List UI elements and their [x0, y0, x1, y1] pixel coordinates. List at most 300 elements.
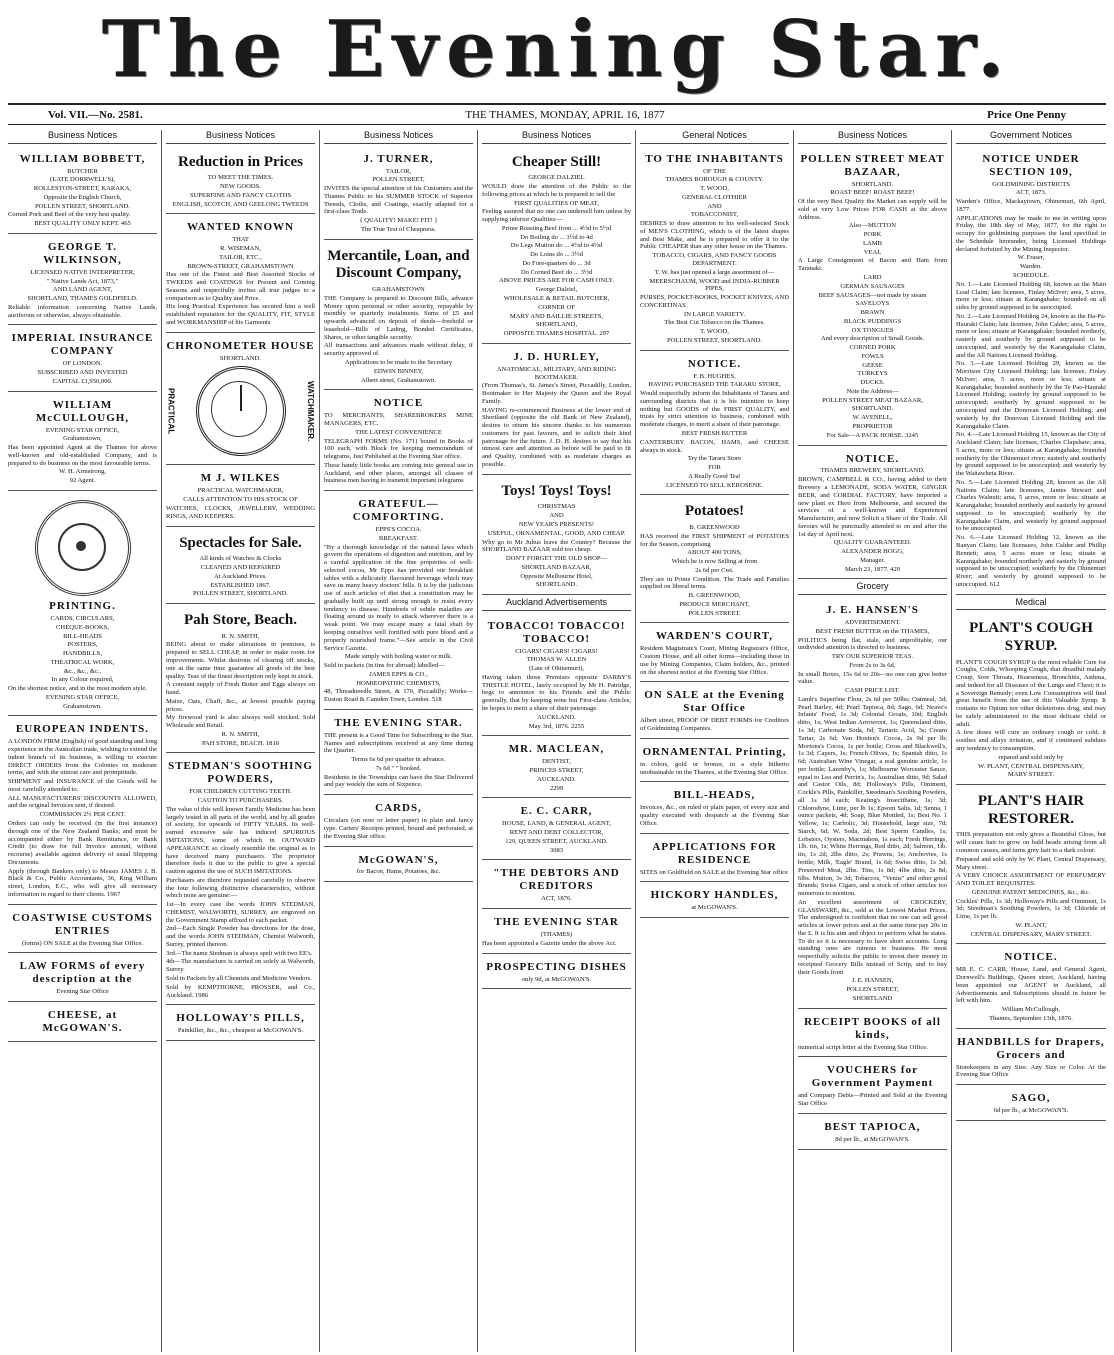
ad-title: BILL-HEADS, [673, 789, 756, 802]
ad-line: TO MERCHANTS, SHAREBROKERS MINE MANAGERS, ETC. [324, 412, 473, 427]
advertisement [956, 614, 1106, 785]
ad-title: "THE DEBTORS AND CREDITORS [493, 867, 620, 893]
ad-line: Which he is now Selling at from [671, 558, 758, 566]
ad-line: J. E. HANSEN, [851, 977, 894, 985]
ad-line: QUALITY GUARANTEED. [833, 539, 912, 547]
ad-line: Do Legs Mutton do ... 4½d to 4½d [510, 242, 603, 250]
ad-line: W. PLANT, CENTRAL DISPENSARY, [978, 762, 1084, 770]
ad-line: SITES on Goldfield on SALE at the Evening Star office [640, 868, 789, 876]
ad-line: My firewood yard is also always well stocked. Sold Wholesale and Retail. [166, 714, 315, 730]
ad-line: PRACTICAL WATCHMAKER, [197, 487, 284, 495]
ad-line: Sold in packets (in tins for abroad) labelled— [324, 662, 445, 670]
advertisement [482, 800, 631, 860]
ad-line: Made simply with boiling water or milk. [344, 653, 453, 661]
ad-line: HOUSE, LAND, & GENERAL AGENT, [502, 820, 611, 828]
ad-line: AUCKLAND. [537, 713, 576, 721]
ad-line: ROLLESTON-STREET, KARAKA, [33, 185, 132, 193]
advertisement [8, 236, 157, 326]
ad-line: { QUALITY! MAKE! FIT! } [359, 217, 438, 225]
ad-line: 4th—The manufacture is carried on solely at Walworth, Surrey. [166, 958, 315, 974]
ad-line: No. 1.—Late Licensed Holding 68, known as the Main Lead Claim; late licensee, Finlay McIver; area, 5 acres, more or less; situate at Karangahake; bounded on all sides by ground supposed to be unoccupied. [956, 280, 1106, 312]
ad-line: RENT AND DEBT COLLECTOR, [509, 829, 604, 837]
ad-line: Purchasers are therefore requested carefully to observe the four following distinctive characteristics, without which none are genuine:— [166, 876, 315, 900]
ad-line: Also—MUTTON [848, 222, 897, 230]
ad-title: POLLEN STREET MEAT BAZAAR, [800, 152, 945, 178]
ad-line: For Sale—A PACK HORSE. 3245 [826, 431, 919, 439]
ad-line: CALLS ATTENTION TO HIS STOCK OF [183, 496, 298, 504]
section-header: Medical [956, 597, 1106, 611]
ad-line: And every description of Small Goods. [820, 335, 925, 343]
advertisement [8, 955, 157, 1002]
ad-line: OF LONDON. [62, 360, 103, 368]
ad-line: THAMES BOROUGH & COUNTY. [665, 176, 764, 184]
ad-line: W. PLANT, [1015, 921, 1047, 929]
ad-line: The Best Cut Tobacco on the Thames. [664, 319, 765, 327]
ad-title: CHRONOMETER HOUSE [166, 339, 315, 352]
ad-line: AND LAND AGENT, [52, 286, 113, 294]
advertisement [166, 148, 315, 215]
column-4 [478, 130, 636, 1352]
ad-title: Cheaper Still! [511, 153, 602, 170]
ad-line: and Company Debts—Printed and Sold at the Evening Star Office [798, 1092, 947, 1108]
ad-title: NOTICE. [1004, 951, 1058, 964]
ad-line: MARY AND BAILLIE STREETS, [509, 312, 604, 320]
ad-title: PLANT'S HAIR RESTORER. [977, 793, 1085, 827]
ad-line: BEING about to make alterations in premises, is prepared to SELL CHEAP, in order to make room for improvements. Whilst desirous of clearing off stocks, one at the same time guarantee all goods of the best quality. Teas of the finest description only kept in stock. [166, 641, 315, 680]
advertisement [798, 1116, 947, 1150]
column-3 [320, 130, 478, 1352]
advertisement [956, 1031, 1106, 1085]
ad-title: HANDBILLS for Drapers, Grocers and [957, 1035, 1105, 1061]
ad-line: All kinds of Watches & Clocks [199, 555, 282, 563]
ad-line: GOLDMINING DISTRICTS [992, 180, 1070, 188]
ad-line: FOWLS [861, 352, 884, 360]
ad-line: Manager. [860, 556, 885, 564]
ad-title: E. C. CARR, [520, 805, 593, 818]
ad-line: PROPRIETOR [852, 422, 893, 430]
advertisement [8, 148, 157, 234]
ad-title: SAGO, [1011, 1092, 1051, 1105]
ad-line: A Large Consignment of Bacon and Ham from Taranaki. [798, 257, 947, 273]
ad-line: Prepared and sold only by W. Plant, Central Dispensary, Mary street. [956, 855, 1106, 871]
ad-line: Corned Pork and Beef of the very best quality. [8, 211, 131, 219]
ad-line: LAMB [862, 239, 883, 247]
ad-line: Would respectfully inform the Inhabitants of Tararu and surrounding districts that it is his intention to keep nothing but GOODS of the FIRST QUALITY, and trusts by strict attention to business, combined with moderate charges, to merit a share of their patronage. [640, 390, 789, 429]
ad-line: EPPS'S COCOA. [375, 526, 422, 534]
ad-line: In any Colour required, [51, 676, 114, 684]
ad-title: PLANT'S COUGH SYRUP. [969, 620, 1093, 654]
ad-title: RECEIPT BOOKS of all kinds, [804, 1015, 941, 1041]
ad-line: A LONDON FIRM (English) of good standing and long experience in the Australian trade, wishing to extend the indent branch of its business, is willing to execute DIRECT ORDERS from the Colonies on moderate terms, and with the utmost care and promptitude. [8, 738, 157, 777]
ad-line: EVENING STAR OFFICE, [45, 426, 120, 434]
ad-line: at McGOWAN'S. [691, 904, 738, 912]
column-header: General Notices [640, 130, 789, 144]
advertisement [166, 335, 315, 466]
ad-line: They are in Prime Condition. The Trade and Families supplied on liberal terms. [640, 575, 789, 591]
advertisement [324, 242, 473, 391]
advertisement [482, 911, 631, 954]
ad-line: SHORTLAND. [851, 405, 894, 413]
ad-line: WATCHES, CLOCKS, JEWELLERY, WEDDING RINGS, AND KEEPERS. [166, 504, 315, 520]
ad-line: VEAL [863, 248, 882, 256]
ad-line: Has one of the Finest and Best Assorted Stocks of TWEEDS and COATINGS for Present and Coming Seasons and respectfully invites all true judges to a comparison as to Quality and Price. [166, 271, 315, 302]
ad-line: W. Fraser, [1017, 254, 1045, 262]
advertisement [640, 684, 789, 738]
ad-line: AND [549, 512, 564, 520]
column-1 [4, 130, 162, 1352]
ad-line: CENTRAL DISPENSARY, MARY STREET. [970, 930, 1092, 938]
ad-line: THE present is a Good Time for Subscribing to the Star. Names and subscriptions received at any time during the Quarter. [324, 731, 473, 755]
ad-title: CHEESE, at McGOWAN'S. [42, 1009, 123, 1035]
ad-line: ALL MANUFACTURERS' DISCOUNTS ALLOWED, and the original Invoices sent, if desired. [8, 794, 157, 810]
ad-line: Applications to be made to the Secretary [344, 358, 453, 366]
ad-title: IMPERIAL INSURANCE COMPANY [11, 332, 154, 358]
ad-line: R. N. SMITH, [221, 632, 260, 640]
ad-title: J. TURNER, [363, 152, 434, 165]
advertisement [324, 392, 473, 491]
ad-line: &c., &c., &c., [63, 667, 102, 675]
ad-line: APPLICATIONS may be made to me in writing upon Friday, the 18th day of May, 1877, for the right to occupy for goldmining purposes the land specified in the Schedule hereunder, being Licensed Holdings declared forfeited by the Mining Inspector. [956, 214, 1106, 253]
ad-line: ACT, 1876. [541, 895, 572, 903]
ad-title: APPLICATIONS FOR RESIDENCE [652, 840, 777, 866]
advertisement [166, 755, 315, 1005]
ad-line: Orders can only be received (in the first instance) through one of the New Zealand Banks; and must be accompanied either by Bank Remittance, or Bank Credit (to draw for full Invoice amount, without recourse) available against delivery of usual Shipping Documents. [8, 820, 157, 866]
ad-line: BEST FRESH BUTTER on the THAMES, [815, 627, 930, 635]
ad-line: EDWIN BINNEY, [373, 367, 424, 375]
ad-line: 3rd—The name Stedman is always spelt with two EE's. [166, 949, 313, 957]
ad-line: Residents in the Townships can have the Star Delivered and pay weekly the sum of Sixpence. [324, 773, 473, 789]
ad-line: SHORTLAND, THAMES GOLDFIELD. [27, 295, 138, 303]
ad-line: Sold in Packets by all Chemists and Medicine Vendors. [166, 974, 312, 982]
advertisement [482, 148, 631, 344]
ad-line: TURKEYS [857, 370, 888, 378]
ad-title: CARDS, [375, 802, 422, 815]
dateline [8, 103, 1106, 125]
ad-line: Resident Magistrate's Court, Mining Registrar's Office, Custom House, and all other forms—including those in use by Mining Companies, Claim holders, &c., printed on the shortest notice at the Evening Star Office. [640, 645, 789, 676]
ad-line: TRY OUR SUPERIOR TEAS. [831, 653, 914, 661]
ad-line: A Really Good Tea! [688, 472, 741, 480]
ad-title: BEST TAPIOCA, [824, 1120, 921, 1133]
ad-line: PRODUCE MERCHANT, [679, 600, 750, 608]
column-7 [952, 130, 1110, 1352]
watch-label-right: WATCHMAKER. [306, 381, 315, 442]
ad-line: BEST FRESH BUTTER [681, 429, 748, 437]
ad-line: CHEQUE-BOOKS, [56, 623, 109, 631]
ad-line: MR E. C. CARR, House, Land, and General Agent, Dornwell's Buildings, Queen street, Auckland, having been appointed our AGENT in Auckland, all Advertisements and Subscriptions should in future be left with him. [956, 966, 1106, 1005]
advertisement [640, 784, 789, 833]
ad-line: POLITICS being flat, stale, and unprofitable, our undivided attention is directed to business. [798, 636, 947, 652]
ad-line: No. 6.—Late Licensed Holding 12, known as the Banyan Claim; late licensees, John Calder and Phillip Bennett; area, 5 acres more or less; situate at Karangahake; bounded northerly and easterly by ground supposed to be unoccupied; southerly by the Ohinemuri River; and westerly by ground supposed to be unoccupied. 612 [956, 534, 1106, 588]
advertisement [8, 493, 157, 716]
ad-line: 3083 [549, 846, 564, 854]
ad-line: Storekeepers in any Size. Any Size or Color. At the Evening Star Office [956, 1063, 1106, 1079]
ad-line: T. WOOD, [700, 328, 729, 336]
ad-line: F. B. HUGHES, [693, 372, 736, 380]
ad-line: 6d per lb., at McGOWAN'S. [993, 1107, 1069, 1115]
ad-line: William McCullough, [1002, 1006, 1060, 1014]
ad-line: POLLEN STREET, SHORTLAND. [34, 202, 131, 210]
ad-line: FOR CHILDREN CUTTING TEETH. [189, 788, 292, 796]
ad-line: Has been appointed Agent at the Thames for above well-known and old-established Company, and is prepared to do business on the most favourable terms. [8, 444, 157, 467]
ad-line: "By a thorough knowledge of the natural laws which govern the operations of digestion and nutrition, and by a careful application of the fine properties of well-selected cocoa, Mr Epps has provided our breakfast tables with a delicately flavoured beverage which may save us many heavy doctors' bills. It is by the judicious use of such articles of diet that a constitution may be gradually built up until strong enough to resist every tendency to disease. Hundreds of subtle maladies are floating around us ready to attack wherever there is a weak point. We may escape many a fatal shaft by keeping ourselves well fortified with pure blood and a properly nourished frame."—See article in the Civil Service Gazette. [324, 543, 473, 652]
ad-line: HAVING re-commenced Business at the lower end of Shortland (opposite the old Bank of New Zealand), desires to return his sincere thanks to his numerous customers for past favours, and to solicit their kind patronage for the future. J. D. H. desires to say that his utmost care and attention as before will be paid to fit and Quality, combined with as moderate charges as possible. [482, 406, 631, 468]
ad-line: FIRST QUALITIES OF MEAT, [514, 199, 599, 207]
column-5 [636, 130, 794, 1352]
ad-line: B. GREENWOOD [689, 524, 740, 532]
ad-line: (THAMES) [540, 931, 573, 939]
ad-title: J. D. HURLEY, [513, 350, 600, 363]
ad-line: PRINCES STREET, [529, 767, 584, 775]
ad-line: OX TONGUES [851, 326, 894, 334]
ad-line: SHORTLAND, [535, 321, 578, 329]
ad-line: BUTCHER [67, 167, 98, 175]
ad-line: POLLEN STREET MEAT BAZAAR, [822, 396, 923, 404]
ad-line: for Bacon, Hams, Potatoes, &c. [356, 868, 441, 876]
ad-line: Grahamstown. [63, 702, 102, 710]
ad-line: Opposite Melbourne Hotel, [520, 572, 593, 580]
ad-line: JAMES EPPS & CO., [369, 670, 428, 678]
ad-line: SHORTLAND BAZAAR, [521, 563, 592, 571]
ad-line: BROWN-STREET, GRAHAMSTOWN [187, 262, 294, 270]
ad-line: CARDS, CIRCULARS, [50, 614, 115, 622]
ad-line: T. W. has just opened a large assortment of— [654, 268, 775, 276]
ad-line: Of the very Best Quality the Market can supply will be sold at very Low Prices FOR CASH at the above Address. [798, 198, 947, 221]
advertisement [482, 477, 631, 595]
ad-line: Opposite the English Church, [43, 193, 122, 201]
volume-number: Vol. VII.—No. 2581. [48, 108, 143, 121]
ad-line: CORNED PORK [849, 344, 896, 352]
ad-line: SHORTLAND. [219, 354, 262, 362]
ad-line: (forms) ON SALE at the Evening Star Office. [21, 939, 144, 947]
advertisement [482, 738, 631, 798]
ad-line: No. 5.—Late Licensed Holding 28, known as the All Nations Claim; late licensees, James Stewart and Charles Walnutt; area, 5 acres, more or less; situate at Karangahake; bounded northerly and easterly by ground supposed to be unoccupied; southerly by the Karangahake Claim, and westerly by ground supposed to be unoccupied. [956, 478, 1106, 533]
ad-line: CANTERBURY BACON, HAMS, and CHEESE always in stock. [640, 438, 789, 454]
ad-line: Feeling assured that no one can undersell him unless by supplying inferior Qualities:— [482, 208, 631, 224]
ad-line: HANDBILLS, [62, 650, 102, 658]
ad-line: LICENSED NATIVE INTERPRETER, [30, 268, 135, 276]
ad-line: POLLEN STREET. [688, 609, 741, 617]
ad-line: POLLEN STREET, [372, 176, 425, 184]
ad-line: No. 2.—Late Licensed Holding 24, known as the Ha-Pa-Hauraki Claim; late licensee, John Calder; area, 5 acres, more or less; situate at Karangahake; bounded northerly, easterly and southerly by ground supposed to be unoccupied, and westerly by the Karangahake Claim, and the All Nations Licensed Holding. [956, 312, 1106, 359]
ad-line: THE LATEST CONVENIENCE [355, 428, 442, 436]
masthead-title: The Evening Star. [101, 4, 1013, 95]
ad-line: THE Company is prepared to Discount Bills, advance Money upon personal or other security, repayable by monthly or quarterly instalments. Sums of £5 and upwards advanced on deposit of deeds—freehold or leasehold—Bills of Lading, Bonded Certificates, Shares, or other tangible security. [324, 294, 473, 341]
advertisement [324, 148, 473, 240]
ad-title: THE EVENING STAR [494, 916, 619, 929]
advertisement [956, 946, 1106, 1028]
ad-line: T. WOOD, [700, 185, 729, 193]
ad-line: THIS preparation not only gives a Beautiful Gloss, but will cause hair to grow on bald heads arising from all common causes, and turns grey hair to a dark colour. [956, 831, 1106, 854]
ad-line: CIGARS! CIGARS! CIGARS! [515, 647, 598, 655]
ad-line: HOMŒOPATHIC CHEMISTS, [356, 679, 441, 687]
ad-line: GERMAN SAUSAGES [840, 282, 905, 290]
price: Price One Penny [987, 108, 1066, 121]
ad-line: From 2s to 3s 6d, [849, 661, 896, 669]
ad-title: HICKORY HANDLES, [650, 889, 779, 902]
ad-line: GENERAL CLOTHIER [682, 193, 747, 201]
ad-line: TO MEET THE TIMES. [207, 174, 274, 182]
ad-title: TOBACCO! TOBACCO! TOBACCO! [487, 619, 626, 645]
ad-line: ALEXANDER HOGG, [841, 548, 904, 556]
advertisement [482, 346, 631, 475]
ad-line: ENGLISH, SCOTCH, AND GEELONG TWEEDS [172, 200, 309, 208]
column-header: Business Notices [8, 130, 157, 144]
advertisement [640, 836, 789, 883]
ad-line: Warden's Office, Mackaytown, Ohinemuri, 6th April, 1877. [956, 198, 1106, 213]
advertisement [324, 849, 473, 883]
ad-line: B. GREENWOOD, [688, 592, 741, 600]
ad-line: ABOVE PRICES ARE FOR CASH ONLY. [499, 277, 614, 285]
ad-line: FOR [708, 464, 721, 472]
ad-line: OPPOSITE THAMES HOSPITAL. 297 [503, 330, 610, 338]
advertisement [798, 148, 947, 446]
ad-line: POLLEN STREET, SHORTLAND. [666, 336, 763, 344]
ad-line: ADVERTISEMENT. [844, 619, 901, 627]
ad-line: Painkiller, &c., &c., cheapest at McGOWAN'S. [177, 1027, 304, 1035]
ad-line: W. H. Armstrong, [59, 468, 106, 476]
ad-title: NOTICE UNDER SECTION 109, [982, 152, 1080, 178]
ad-line: Invoices, &c., on ruled or plain paper, of every size and quality executed with despatch at the Evening Star Office. [640, 804, 789, 827]
advertisement [640, 353, 789, 496]
columns [4, 130, 1110, 1352]
ad-title: MR. MACLEAN, [508, 743, 605, 756]
place-date: THE THAMES, MONDAY, APRIL 16, 1877 [465, 108, 665, 121]
ad-line: CORNER OF [538, 303, 575, 311]
ad-line: BRAWN [860, 309, 885, 317]
ad-title: EUROPEAN INDENTS. [15, 723, 150, 736]
ad-line: DESIRES to draw attention to his well-selected Stock of MEN'S CLOTHING, which is of the latest shapes and Best Make, and he is prepared to offer it to the Public CHEAPER than any other house on the Thames. [640, 220, 789, 251]
column-6 [794, 130, 952, 1352]
ad-line: 2299 [549, 784, 564, 792]
printing-seal-icon [35, 500, 131, 596]
ad-line: (Late of Ohinemuri), [528, 665, 585, 673]
ad-line: At Auckland Prices. [214, 572, 267, 580]
ad-line: Sold by KEMPTHORNE, PROSSER, and Co., Auckland. 1986 [166, 983, 315, 999]
ad-line: 2s 6d per Cwt. [695, 566, 734, 574]
ad-title: HOLLOWAY'S PILLS, [176, 1012, 305, 1025]
ad-line: R. N. SMITH, [221, 730, 260, 738]
ad-line: NEW GOODS. [220, 183, 261, 191]
ad-line: March 23, 1877. 429 [844, 565, 901, 573]
ad-line: In small Boxes, 15s 6d to 20s—no one can give better value. [798, 670, 947, 686]
ad-line: PAH STORE, BEACH. 1810 [201, 739, 280, 747]
watch-illustration [166, 366, 315, 456]
ad-line: WHOLESALE & RETAIL BUTCHER, [503, 295, 610, 303]
ad-line: Thames, September 13th, 1876. [989, 1014, 1073, 1022]
ad-line: DON'T FORGET THE OLD SHOP— [505, 555, 608, 563]
ad-title: J. E. HANSEN'S [826, 604, 919, 617]
ad-title: ON SALE at the Evening Star Office [644, 689, 785, 715]
ad-title: Mercantile, Loan, and Discount Company, [327, 247, 470, 282]
ad-line: BROWN, CAMPBELL & CO., having added to their Brewery a LEMONADE, SODA WATER, GINGER BEER, and CORDIAL FACTORY, have imported a new plant ex Hero from Melbourne, and secured the services of a well-known and Experienced Manufacturer, and now Solicit a Share of the Trade. All favours will be punctually attended to on and after the 1st day of April next. [798, 476, 947, 538]
ad-line: SHORTLAND [852, 995, 893, 1002]
advertisement [640, 148, 789, 351]
ad-title: Pah Store, Beach. [183, 612, 298, 629]
pocket-watch-icon [196, 366, 286, 456]
ad-title: WILLIAM McCULLOUGH, [35, 398, 130, 424]
ad-line: His long Practical Experience has secured him a well established reputation for the QUALITY, FIT, STYLE and WORKMANSHIP of his Garments [166, 303, 315, 326]
ad-line: ACT, 1873. [1015, 189, 1047, 197]
advertisement [8, 1004, 157, 1042]
ad-line: PORK [863, 231, 882, 239]
ad-line: Warden. [1020, 263, 1042, 271]
advertisement [166, 1007, 315, 1041]
ad-line: A VERY CHOICE ASSORTMENT OF PERFUMERY AND TOILET REQUISITES. [956, 872, 1106, 888]
ad-line: USEFUL, ORNAMENTAL, GOOD, AND CHEAP. [487, 529, 626, 537]
ad-line: PLANT'S COUGH SYRUP is the most reliable Cure for Coughs, Colds, Whooping Cough, that dreadful malady Croup, Sore Throats, Hoarseness, Bronchitis, Asthma, and indeed for all Diseases of the Lungs and Chest; it is a Sovereign Remedy; even Low Consumptives will find great benefit from the use of this Valuable Syrup. It contains no Opium nor other deleterious drug, and may be safely administered to the most delicate child or adult. [956, 658, 1106, 728]
ad-line: SHIPMENT and INSURANCE of the Goods will be most carefully attended to. [8, 778, 157, 793]
ad-line: Albert street, PROOF OF DEBT FORMS for Creditors of Goldmining Companies. [640, 717, 789, 733]
ad-line: Apply (through Bankers only) to Messrs JAMES J. B. Black & Co., Public Accountants, 36, King William street, London, E.C., who will give all necessary information in regard to their clients. 1967 [8, 867, 157, 898]
ad-title: Toys! Toys! Toys! [501, 482, 612, 499]
ad-line: Try the Tararu Store [687, 455, 742, 463]
ad-title: WILLIAM BOBBETT, [19, 152, 146, 165]
ad-line: Prime Roasting Beef from ... 4½d to 5½d [501, 224, 612, 232]
ad-title: Spectacles for Sale. [179, 534, 302, 551]
advertisement [640, 741, 789, 783]
ad-line: CLEANED AND REPAIRED [200, 563, 281, 571]
masthead [0, 0, 1114, 100]
ad-title: NOTICE [373, 397, 424, 410]
ad-line: HAVING PURCHASED THE TARARU STORE, [648, 381, 781, 389]
ad-title: COASTWISE CUSTOMS ENTRIES [12, 911, 153, 937]
advertisement [482, 862, 631, 909]
advertisement [956, 787, 1106, 944]
ad-line: R. WISEMAN, [220, 245, 261, 253]
ad-line: SAVELOYS [855, 300, 890, 308]
ad-line: ESTABLISHED 1867. [210, 581, 271, 589]
ad-line: The True Test of Cheapness. [360, 225, 437, 233]
ad-line: Do Boiling do ... 3½d to 4d [520, 233, 593, 241]
ad-line: WOULD draw the attention of the Public to the following prices at which he is prepared to sell the [482, 183, 631, 198]
ad-title: LAW FORMS of every description at the [19, 960, 146, 986]
ad-line: ANATOMICAL, MILITARY, AND RIDING BOOTMAKER. [496, 365, 617, 381]
ad-line: " Native Lands Act, 1873," [46, 277, 119, 285]
ad-line: CHRISTMAS [537, 503, 576, 511]
ad-line: May 3rd, 1876. 2255 [528, 722, 585, 730]
advertisement [324, 712, 473, 795]
ad-line: BREAKFAST. [378, 534, 419, 542]
ad-line: Grahamstown, [63, 435, 102, 443]
ad-line: Do Fore-quarters do ... 3d [522, 259, 591, 267]
ad-line: A few doses will cure an ordinary cough or cold; it soothes and allays irritation, and if continued subdues any tendency to consumption. [956, 729, 1106, 752]
ad-line: Do Corned Beef do ... 3½d [520, 268, 593, 276]
ad-line: BLACK PUDDINGS [843, 317, 902, 325]
ad-line: 129, QUEEN STREET, AUCKLAND. [505, 837, 608, 845]
column-2 [162, 130, 320, 1352]
ad-line: No. 3.—Late Licensed Holding 29, known as the Morrison City Licensed Holding; late licensee, Finlay McIver; area, 5 acres, more or less; situate at Karangahake; bounded northerly by the Te Pao-Hauraki Licensed Holding; easterly by ground supposed to be unoccupied; southerly by ground supposed to be unoccupied and the Donovan Licensed Holding; and westerly by the Donovan Licensed Holding and the Karangahake Claim. [956, 360, 1106, 430]
ad-line: Has been appointed a Gazette under the above Act. [482, 939, 617, 947]
advertisement [8, 327, 157, 391]
ad-line: 2nd—Each Single Powder has directions for the dose, and the words JOHN STEDMAN, Chemist Walworth, Surrey, printed thereon. [166, 925, 315, 948]
ad-line: Evening Star Office [56, 988, 109, 996]
ad-title: M J. WILKES [200, 472, 281, 485]
ad-title: McGOWAN'S, [358, 853, 439, 866]
ad-line: Why go to Mr Julius leave the Country? Because the SHORTLAND BAZAAR sold too cheap. [482, 538, 631, 554]
ad-line: GEORGE DALZIEL [528, 174, 585, 182]
ad-line: These handy little books are coming into general use in Auckland, and other places, amongst all classes of business men having to transmit important telegrams [324, 461, 473, 485]
ad-line: SHORTLAND. [851, 180, 894, 188]
advertisement [166, 529, 315, 605]
advertisement [324, 493, 473, 710]
ad-line: in colors, gold or bronze, in a style hitherto unobtainable on the Thames, at the Evening Star Office. [640, 760, 789, 776]
ad-line: AUCKLAND. [537, 775, 576, 783]
advertisement [640, 884, 789, 918]
ad-line: A constant supply of Fresh Butter and Eggs always on hand. [166, 681, 315, 697]
ad-line: BEST QUALITY ONLY KEPT. 465 [34, 220, 131, 228]
ad-line: AND [707, 202, 722, 210]
ad-line: George Dalziel, [535, 286, 578, 294]
